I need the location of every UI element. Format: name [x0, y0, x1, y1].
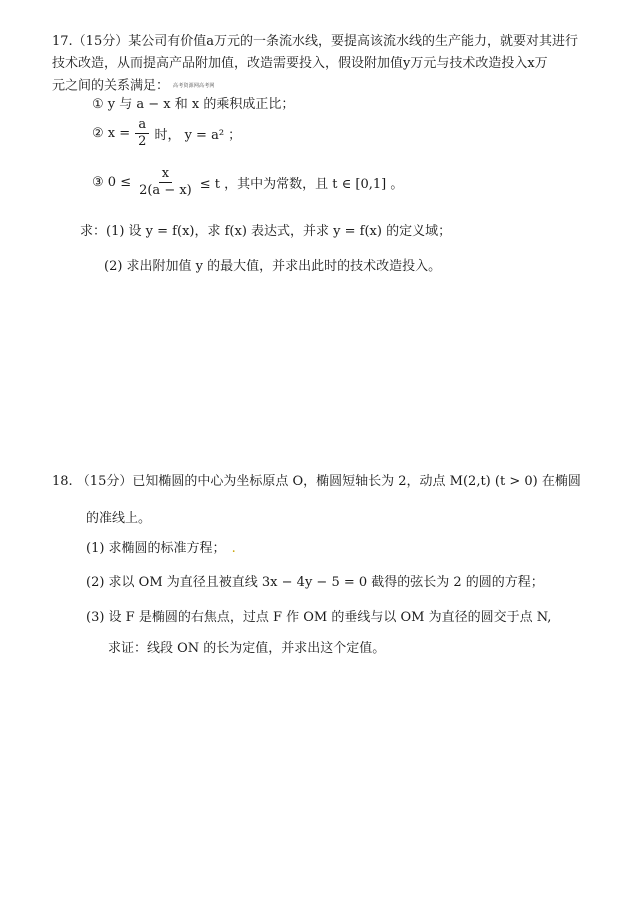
q18-part-1-mark: . [231, 541, 236, 556]
cond2-prefix: ② x = [92, 126, 131, 141]
cond2-numerator: a [135, 117, 149, 134]
cond3-numerator: x [159, 166, 172, 183]
q17-condition-2 [92, 117, 241, 150]
q18-part-2: (2) 求以 OM 为直径且被直线 3x − 4y − 5 = 0 截得的弦长为 2 的圆的方程； [86, 575, 544, 590]
cond3-fraction [136, 166, 195, 199]
cond2-denominator: 2 [138, 134, 147, 149]
q17-line-1: 17.（15分）某公司有价值a万元的一条流水线，要提高该流水线的生产能力，就要对其进行 [52, 34, 578, 49]
q17-condition-1: ① y 与 a − x 和 x 的乘积成正比； [92, 97, 295, 112]
q17-line-3 [52, 77, 215, 96]
q18-part-1 [86, 540, 236, 558]
cond2-fraction [135, 117, 149, 150]
q18-part-3: (3) 设 F 是椭圆的右焦点，过点 F 作 OM 的垂线与以 OM 为直径的圆交于点 N, [86, 610, 552, 625]
cond2-suffix: 时， y = a² ； [154, 128, 242, 143]
q18-line-1: 18. （15分）已知椭圆的中心为坐标原点 O，椭圆短轴长为 2，动点 M(2,t) (t > 0) 在椭圆 [52, 474, 581, 489]
cond3-suffix: ≤ t ，其中为常数，且 t ∈ [0,1] 。 [199, 177, 404, 192]
q18-part-1-text: (1) 求椭圆的标准方程； [86, 541, 226, 556]
q17-line-3-text: 元之间的关系满足： [52, 78, 170, 94]
q17-ask-2: (2) 求出附加值 y 的最大值，并求出此时的技术改造投入。 [104, 259, 442, 274]
watermark-text: 高考资源网高考网 [173, 83, 215, 89]
cond3-prefix: ③ 0 ≤ [92, 175, 132, 190]
q17-ask-1: 求：(1) 设 y = f(x)，求 f(x) 表达式，并求 y = f(x) 的定义域； [80, 224, 452, 239]
q17-line-2: 技术改造，从而提高产品附加值，改造需要投入，假设附加值y万元与技术改造投入x万 [52, 56, 548, 71]
q18-line-2: 的准线上。 [86, 511, 152, 526]
q17-condition-3 [92, 166, 403, 199]
cond3-denominator: 2(a − x) [139, 183, 192, 198]
q18-part-3-proof: 求证：线段 ON 的长为定值，并求出这个定值。 [108, 641, 386, 656]
